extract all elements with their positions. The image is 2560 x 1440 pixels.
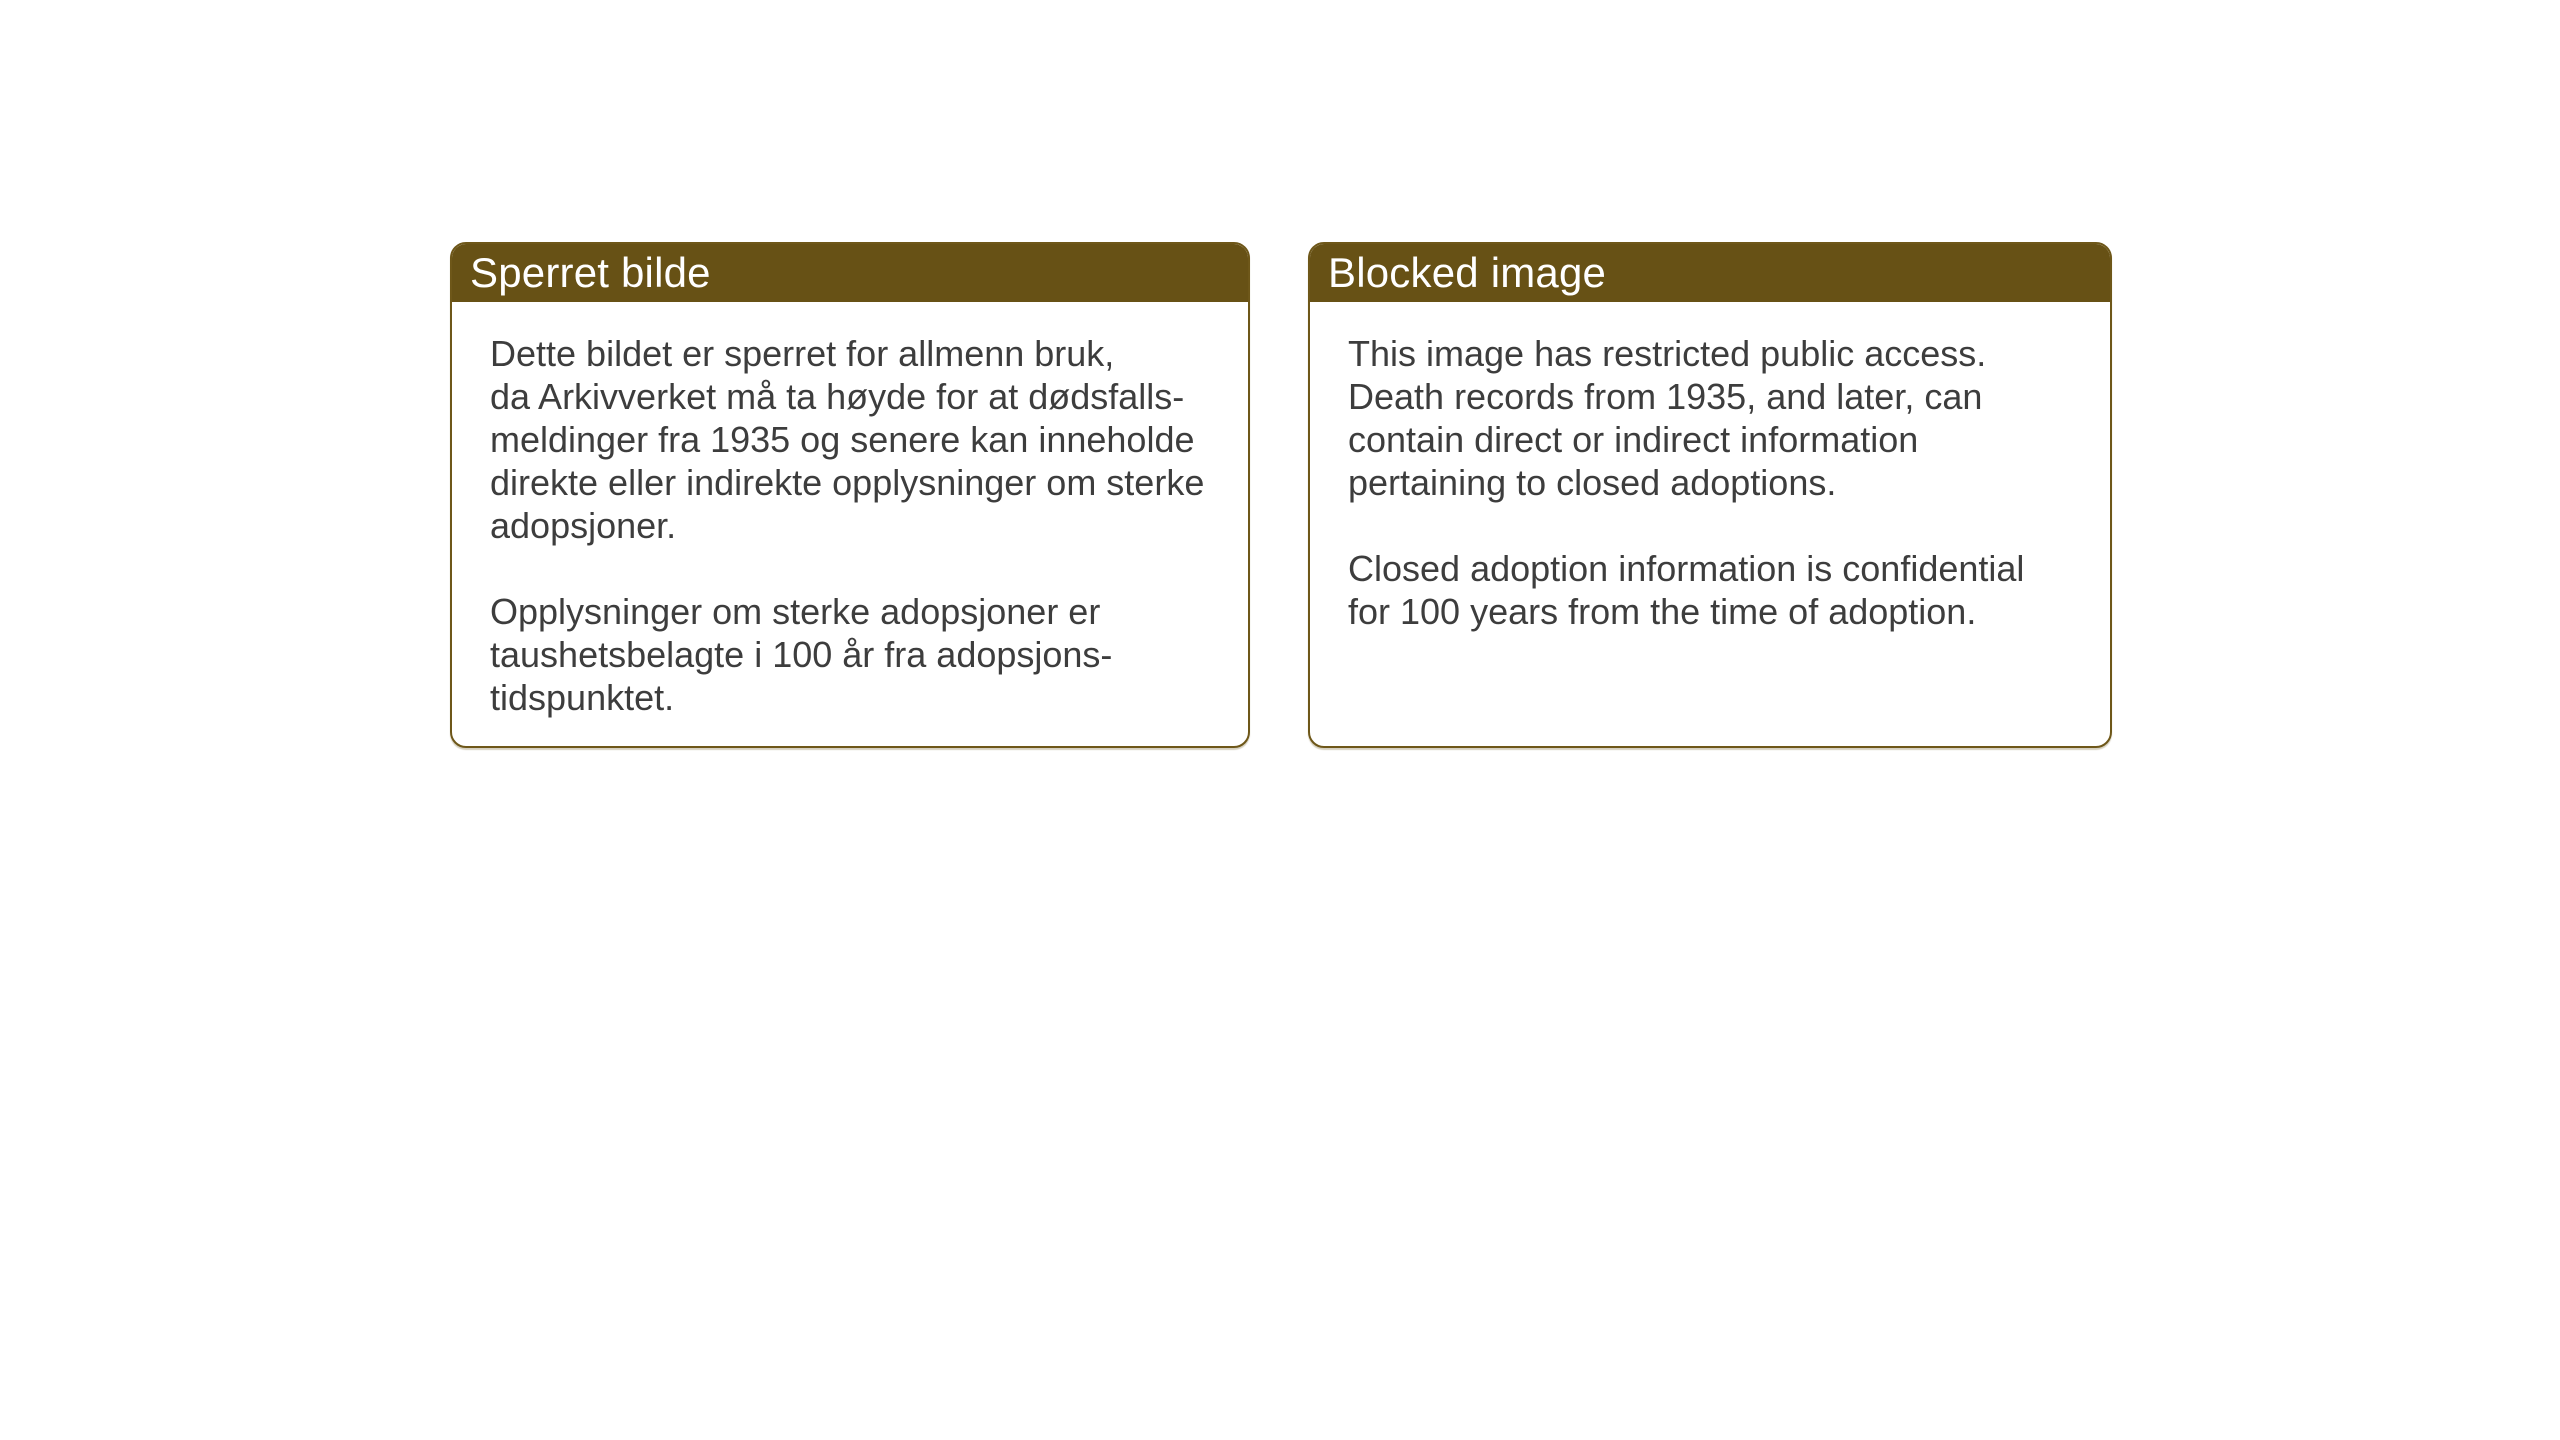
notice-body-english [1310,302,2110,633]
notice-line: Closed adoption information is confidential [1348,548,2025,589]
notice-line: Opplysninger om sterke adopsjoner er [490,591,1101,632]
notice-line: pertaining to closed adoptions. [1348,462,1837,503]
notice-paragraph [1348,547,2074,633]
notice-line: contain direct or indirect information [1348,419,1919,460]
notice-header-english [1310,244,2110,302]
blocked-image-notice-norwegian [450,242,1250,748]
notice-body-norwegian [452,302,1248,719]
notice-line: for 100 years from the time of adoption. [1348,591,1977,632]
notice-line: tidspunktet. [490,677,675,718]
notice-line: Dette bildet er sperret for allmenn bruk, [490,333,1115,374]
blocked-image-notice-english [1308,242,2112,748]
notice-line: adopsjoner. [490,505,677,546]
notice-line: meldinger fra 1935 og senere kan inneholde [490,419,1195,460]
notice-line: This image has restricted public access. [1348,333,1987,374]
notice-paragraph [490,590,1212,719]
notice-paragraph [1348,332,2074,504]
notice-line: taushetsbelagte i 100 år fra adopsjons- [490,634,1113,675]
notice-line: Death records from 1935, and later, can [1348,376,1983,417]
notice-line: direkte eller indirekte opplysninger om sterke [490,462,1205,503]
notice-paragraph [490,332,1212,547]
notice-title-norwegian: Sperret bilde [470,249,711,296]
notice-title-english: Blocked image [1328,249,1607,296]
notice-line: da Arkivverket må ta høyde for at dødsfalls- [490,376,1185,417]
notice-header-norwegian [452,244,1248,302]
